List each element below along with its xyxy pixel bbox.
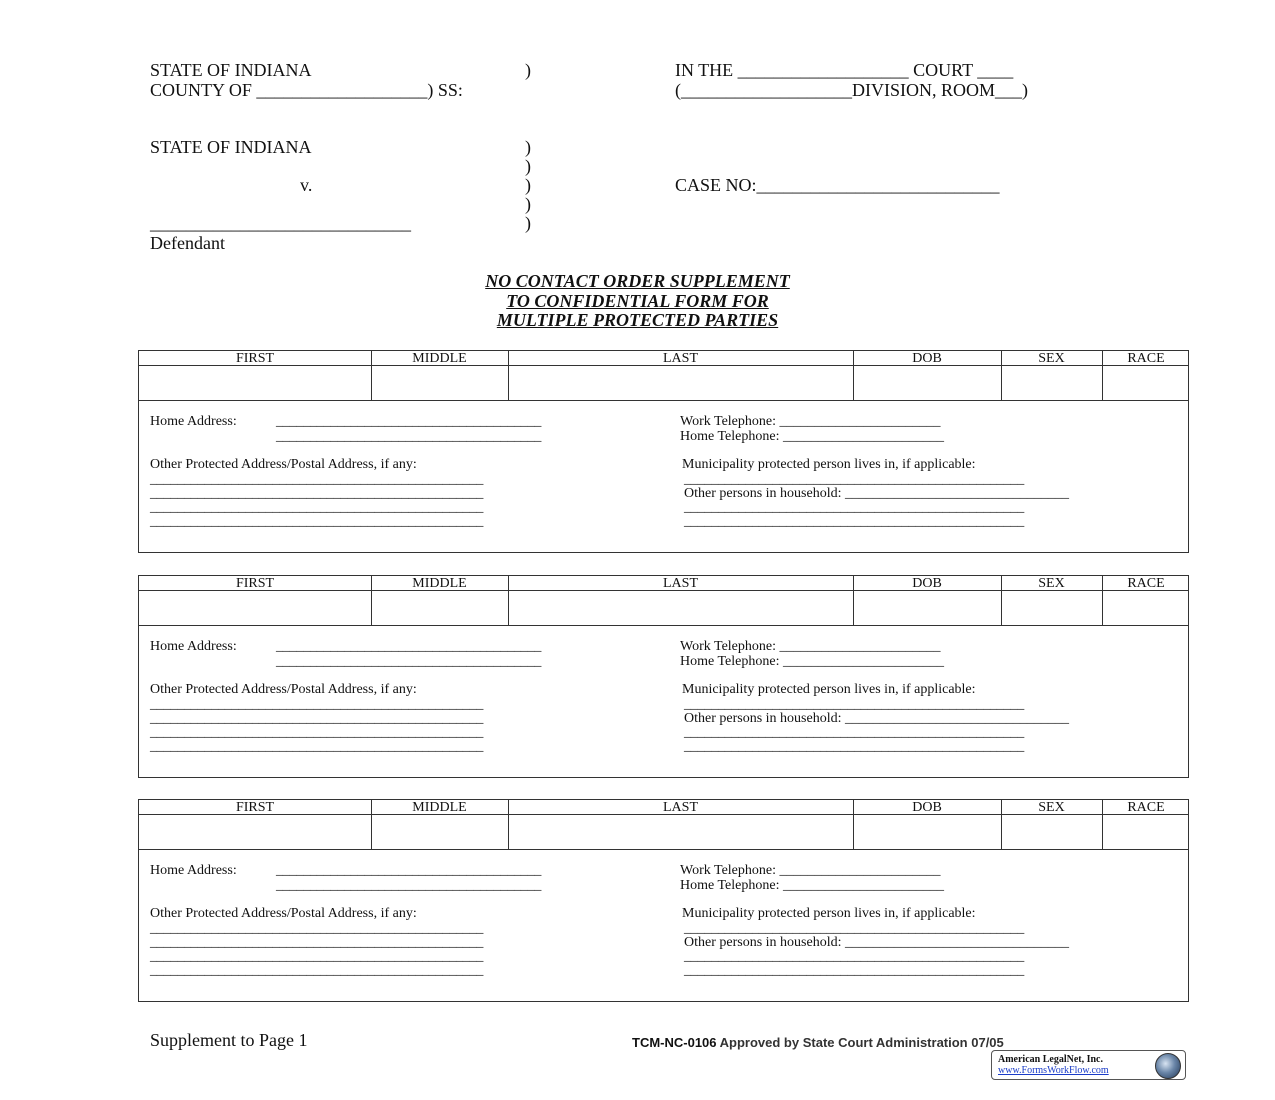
name-row (139, 800, 1188, 850)
caption-paren: ) (525, 156, 531, 176)
column-header-first: FIRST (235, 576, 275, 591)
municipality-line[interactable]: __________________________________________________ (684, 472, 1025, 487)
home-address-line-2[interactable]: _______________________________________ (276, 878, 542, 893)
home-telephone-field[interactable]: Home Telephone: _______________________ (680, 878, 944, 893)
work-telephone-field[interactable]: Work Telephone: _______________________ (680, 414, 941, 429)
row-divider (139, 849, 1188, 850)
other-address-label: Other Protected Address/Postal Address, if any: (150, 682, 417, 697)
form-code: TCM-NC-0106 (632, 1035, 717, 1050)
home-address-line-1[interactable]: _______________________________________ (276, 863, 542, 878)
middle-name-field[interactable] (371, 366, 508, 400)
protected-party-block (138, 799, 1189, 1002)
municipality-label: Municipality protected person lives in, if applicable: (682, 906, 976, 921)
other-address-line[interactable]: _________________________________________________ (150, 514, 484, 529)
case-number-line: CASE NO:___________________________ (675, 175, 1000, 195)
household-field[interactable]: Other persons in household: ________________________________ (684, 486, 1069, 501)
column-header-last: LAST (663, 576, 698, 591)
column-header-race: RACE (1127, 351, 1165, 366)
other-address-line[interactable]: _________________________________________________ (150, 472, 484, 487)
household-line[interactable]: __________________________________________________ (684, 500, 1025, 515)
other-address-line[interactable]: _________________________________________________ (150, 739, 484, 754)
municipality-label: Municipality protected person lives in, if applicable: (682, 682, 976, 697)
approval-text: Approved by State Court Administration 07/05 (716, 1035, 1004, 1050)
column-header-first: FIRST (235, 800, 275, 815)
municipality-line[interactable]: __________________________________________________ (684, 921, 1025, 936)
column-header-middle: MIDDLE (412, 576, 467, 591)
first-name-field[interactable] (139, 815, 371, 849)
last-name-field[interactable] (508, 591, 853, 625)
state-of-indiana-header: STATE OF INDIANA (150, 60, 312, 80)
other-address-line[interactable]: _________________________________________________ (150, 921, 484, 936)
other-address-line[interactable]: _________________________________________________ (150, 949, 484, 964)
footer-approval (632, 1034, 1004, 1052)
name-row (139, 351, 1188, 401)
form-title-line-2: TO CONFIDENTIAL FORM FOR (506, 291, 769, 311)
home-address-line-2[interactable]: _______________________________________ (276, 654, 542, 669)
household-line[interactable]: __________________________________________________ (684, 739, 1025, 754)
column-header-sex: SEX (1038, 351, 1065, 366)
household-line[interactable]: __________________________________________________ (684, 949, 1025, 964)
column-header-middle: MIDDLE (412, 800, 467, 815)
other-address-line[interactable]: _________________________________________________ (150, 935, 484, 950)
column-header-last: LAST (663, 800, 698, 815)
other-address-line[interactable]: _________________________________________________ (150, 725, 484, 740)
form-title-line-3: MULTIPLE PROTECTED PARTIES (496, 310, 779, 330)
last-name-field[interactable] (508, 815, 853, 849)
municipality-line[interactable]: __________________________________________________ (684, 697, 1025, 712)
household-line[interactable]: __________________________________________________ (684, 514, 1025, 529)
logo-company-name: American LegalNet, Inc. (998, 1054, 1103, 1065)
column-header-first: FIRST (235, 351, 275, 366)
sex-field[interactable] (1001, 366, 1102, 400)
name-row (139, 576, 1188, 626)
column-header-last: LAST (663, 351, 698, 366)
middle-name-field[interactable] (371, 815, 508, 849)
form-title-line-1: NO CONTACT ORDER SUPPLEMENT (485, 271, 790, 291)
column-header-dob: DOB (912, 351, 942, 366)
court-line: IN THE ___________________ COURT ____ (675, 60, 1014, 80)
household-line[interactable]: __________________________________________________ (684, 725, 1025, 740)
column-header-sex: SEX (1038, 576, 1065, 591)
home-telephone-field[interactable]: Home Telephone: _______________________ (680, 654, 944, 669)
work-telephone-field[interactable]: Work Telephone: _______________________ (680, 863, 941, 878)
other-address-line[interactable]: _________________________________________________ (150, 500, 484, 515)
home-address-line-1[interactable]: _______________________________________ (276, 639, 542, 654)
caption-paren: ) (525, 175, 531, 195)
race-field[interactable] (1102, 591, 1190, 625)
last-name-field[interactable] (508, 366, 853, 400)
home-telephone-field[interactable]: Home Telephone: _______________________ (680, 429, 944, 444)
county-line: COUNTY OF ___________________) SS: (150, 80, 463, 100)
defendant-label: Defendant (150, 233, 225, 253)
globe-icon (1155, 1053, 1181, 1079)
logo-url-link[interactable]: www.FormsWorkFlow.com (998, 1065, 1109, 1076)
column-header-middle: MIDDLE (412, 351, 467, 366)
first-name-field[interactable] (139, 366, 371, 400)
american-legalnet-logo[interactable] (991, 1050, 1186, 1080)
division-line: (___________________DIVISION, ROOM___) (675, 80, 1028, 100)
home-address-label: Home Address: (150, 863, 237, 878)
column-header-race: RACE (1127, 576, 1165, 591)
first-name-field[interactable] (139, 591, 371, 625)
other-address-line[interactable]: _________________________________________________ (150, 963, 484, 978)
caption-paren: ) (525, 60, 531, 80)
home-address-label: Home Address: (150, 414, 237, 429)
versus: v. (300, 175, 313, 195)
household-field[interactable]: Other persons in household: ________________________________ (684, 935, 1069, 950)
household-line[interactable]: __________________________________________________ (684, 963, 1025, 978)
footer-page-label: Supplement to Page 1 (150, 1030, 308, 1050)
other-address-line[interactable]: _________________________________________________ (150, 711, 484, 726)
home-address-line-2[interactable]: _______________________________________ (276, 429, 542, 444)
home-address-line-1[interactable]: _______________________________________ (276, 414, 542, 429)
race-field[interactable] (1102, 815, 1190, 849)
race-field[interactable] (1102, 366, 1190, 400)
sex-field[interactable] (1001, 591, 1102, 625)
other-address-label: Other Protected Address/Postal Address, if any: (150, 457, 417, 472)
row-divider (139, 400, 1188, 401)
other-address-label: Other Protected Address/Postal Address, if any: (150, 906, 417, 921)
other-address-line[interactable]: _________________________________________________ (150, 697, 484, 712)
dob-field[interactable] (853, 591, 1001, 625)
work-telephone-field[interactable]: Work Telephone: _______________________ (680, 639, 941, 654)
party-state: STATE OF INDIANA (150, 137, 312, 157)
home-address-label: Home Address: (150, 639, 237, 654)
protected-party-block (138, 575, 1189, 778)
dob-field[interactable] (853, 815, 1001, 849)
household-field[interactable]: Other persons in household: ________________________________ (684, 711, 1069, 726)
caption-paren: ) (525, 137, 531, 157)
caption-paren: ) (525, 213, 531, 233)
protected-party-block (138, 350, 1189, 553)
defendant-blank: _____________________________ (150, 213, 411, 233)
caption-paren: ) (525, 194, 531, 214)
column-header-race: RACE (1127, 800, 1165, 815)
other-address-line[interactable]: _________________________________________________ (150, 486, 484, 501)
column-header-dob: DOB (912, 800, 942, 815)
dob-field[interactable] (853, 366, 1001, 400)
municipality-label: Municipality protected person lives in, if applicable: (682, 457, 976, 472)
row-divider (139, 625, 1188, 626)
sex-field[interactable] (1001, 815, 1102, 849)
middle-name-field[interactable] (371, 591, 508, 625)
column-header-dob: DOB (912, 576, 942, 591)
column-header-sex: SEX (1038, 800, 1065, 815)
